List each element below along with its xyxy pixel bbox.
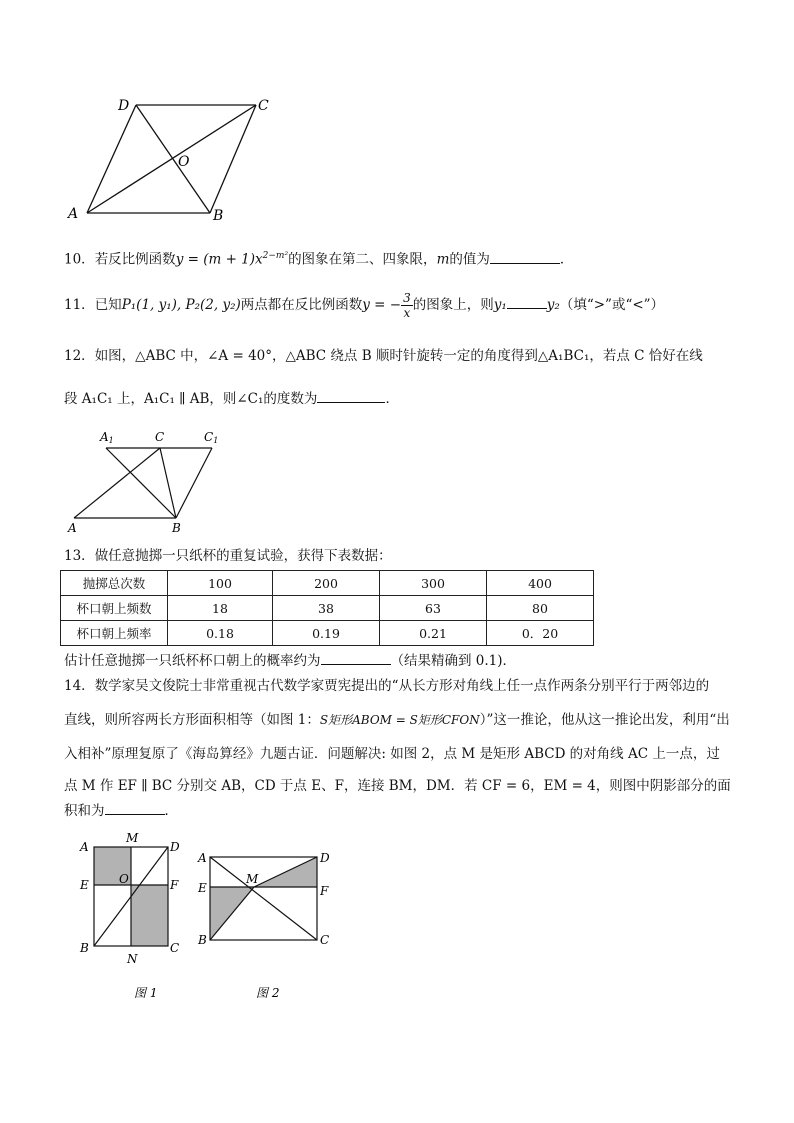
question-14-line5 (64, 800, 178, 821)
q13-after-b: （结果精确到 0.1)． (390, 653, 517, 669)
q11-text-d: （填“>”或“<”） (559, 297, 665, 313)
rotation-triangle-figure (64, 428, 234, 536)
question-14-line3 (64, 744, 720, 764)
question-10 (64, 246, 573, 270)
figure-1-caption: 图 1 (134, 986, 158, 1000)
shaded-rect-cfon (131, 885, 168, 946)
diagonal-bd (136, 105, 210, 213)
figure-2-caption: 图 2 (256, 986, 280, 1000)
table-cell: 0.18 (168, 621, 273, 646)
q14-line2-b: ）”这一推论，他从这一推论出发，利用“出 (479, 712, 730, 728)
q11-text-a: 已知 (94, 297, 122, 313)
label-a1: A1 (100, 430, 114, 445)
parallelogram-figure (60, 90, 290, 230)
question-14-line4 (64, 776, 731, 796)
table-cell: 杯口朝上频率 (61, 621, 168, 646)
q11-y1: y₁ (493, 297, 507, 313)
label-b: B (172, 521, 181, 535)
label-n: N (127, 952, 138, 966)
label-a: A (68, 521, 77, 535)
table-row (61, 571, 594, 596)
label-d: D (170, 840, 180, 854)
label-d: D (118, 98, 130, 114)
q13-intro: 做任意抛掷一只纸杯的重复试验，获得下表数据： (94, 548, 392, 564)
q11-text-b: 两点都在反比例函数 (240, 297, 363, 313)
label-a: A (198, 851, 207, 865)
q10-answer-blank[interactable] (490, 249, 560, 264)
q11-number: 11． (64, 297, 95, 313)
table-cell: 200 (273, 571, 380, 596)
label-a: A (68, 206, 79, 222)
table-cell: 300 (380, 571, 487, 596)
q13-after-a: 估计任意抛掷一只纸杯杯口朝上的概率约为 (64, 653, 321, 669)
label-c1: C1 (204, 430, 219, 445)
label-e: E (80, 878, 89, 892)
label-c: C (320, 933, 330, 947)
label-b: B (80, 941, 89, 955)
question-13-after (64, 650, 516, 671)
label-b: B (213, 208, 224, 224)
table-cell: 63 (380, 596, 487, 621)
label-e: E (198, 881, 207, 895)
q11-frac-den: x (403, 306, 411, 320)
q10-end: ． (559, 251, 574, 268)
label-f: F (170, 878, 179, 892)
label-b: B (198, 933, 207, 947)
label-c: C (258, 98, 269, 114)
label-d: D (320, 851, 330, 865)
q14-line2-a: 直线，则所容两长方形面积相等（如图 1： (64, 712, 320, 728)
q10-text-b: 的图象在第二、四象限， (288, 251, 437, 268)
q14-line1: 数学家吴文俊院士非常重视古代数学家贾宪提出的“从长方形对角线上任一点作两条分别平行于两邻边的 (94, 678, 710, 694)
table-cell: 80 (487, 596, 594, 621)
question-14-line2 (64, 710, 730, 730)
q14-line3: 入相补”原理复原了《海岛算经》九题古证．问题解决: 如图 2，点 M 是矩形 ABCD 的对角线 AC 上一点，过 (64, 746, 720, 762)
table-cell: 0.19 (273, 621, 380, 646)
q13-answer-blank[interactable] (321, 650, 391, 665)
table-cell: 100 (168, 571, 273, 596)
question-12-line2 (64, 388, 399, 409)
table-cell: 0.21 (380, 621, 487, 646)
q14-end: ． (164, 803, 178, 819)
q12-line1: 如图，△ABC 中，∠A = 40°，△ABC 绕点 B 顺时针旋转一定的角度得到△A₁BC₁，若点 C 恰好在线 (94, 348, 703, 364)
question-12-line1 (64, 346, 703, 366)
table-cell: 抛掷总次数 (61, 571, 168, 596)
figure-2 (194, 845, 344, 1005)
q11-y2: y₂ (546, 297, 560, 313)
q11-frac-num: 3 (403, 291, 411, 305)
figure-1 (74, 830, 184, 1005)
table-cell: 400 (487, 571, 594, 596)
label-m: M (246, 872, 259, 886)
label-f: F (320, 884, 329, 898)
q13-number: 13． (64, 548, 95, 564)
question-13 (64, 546, 392, 566)
q12-end: ． (385, 391, 399, 407)
q14-answer-blank[interactable] (105, 800, 165, 815)
label-a: A (80, 840, 89, 854)
q11-answer-blank[interactable] (507, 294, 547, 309)
table-cell: 38 (273, 596, 380, 621)
label-o: O (178, 154, 190, 170)
q10-exponent: 2−m² (262, 251, 289, 261)
label-o: O (119, 872, 129, 886)
q10-text-a: 若反比例函数 (94, 251, 176, 268)
table-row (61, 621, 594, 646)
q11-text-c: 的图象上，则 (412, 297, 494, 313)
table-cell: 18 (168, 596, 273, 621)
q12-number: 12． (64, 348, 95, 364)
q12-line2: 段 A₁C₁ 上，A₁C₁ ∥ AB，则∠C₁的度数为 (64, 391, 318, 407)
label-c: C (170, 941, 180, 955)
label-c: C (155, 430, 165, 444)
diagonal-ac (87, 105, 256, 213)
table-row (61, 596, 594, 621)
q11-points: P₁(1, y₁), P₂(2, y₂) (121, 297, 241, 313)
q14-line4: 点 M 作 EF ∥ BC 分别交 AB，CD 于点 E、F，连接 BM，DM．若 CF = 6，EM = 4，则图中阴影部分的面 (64, 778, 731, 794)
table-cell: 杯口朝上频数 (61, 596, 168, 621)
q14-area-formula: S矩形ABOM = S矩形CFON (319, 713, 480, 727)
q11-fraction (401, 291, 413, 320)
side-bc (210, 105, 256, 213)
table-cell: 0．20 (487, 621, 594, 646)
q14-line5: 积和为 (64, 803, 105, 819)
q14-number: 14． (64, 678, 95, 694)
segment-cb (160, 448, 176, 518)
frequency-table (60, 570, 594, 646)
q10-formula: y = (m + 1)x (175, 251, 263, 268)
q10-var: m (436, 251, 450, 268)
segment-c1b (176, 448, 212, 518)
q10-text-c: 的值为 (449, 251, 490, 268)
label-m: M (126, 831, 139, 845)
q10-number: 10． (64, 251, 95, 268)
q12-answer-blank[interactable] (317, 388, 385, 403)
question-14-line1 (64, 676, 709, 696)
question-11 (64, 290, 664, 320)
q11-func: y = − (362, 297, 402, 313)
